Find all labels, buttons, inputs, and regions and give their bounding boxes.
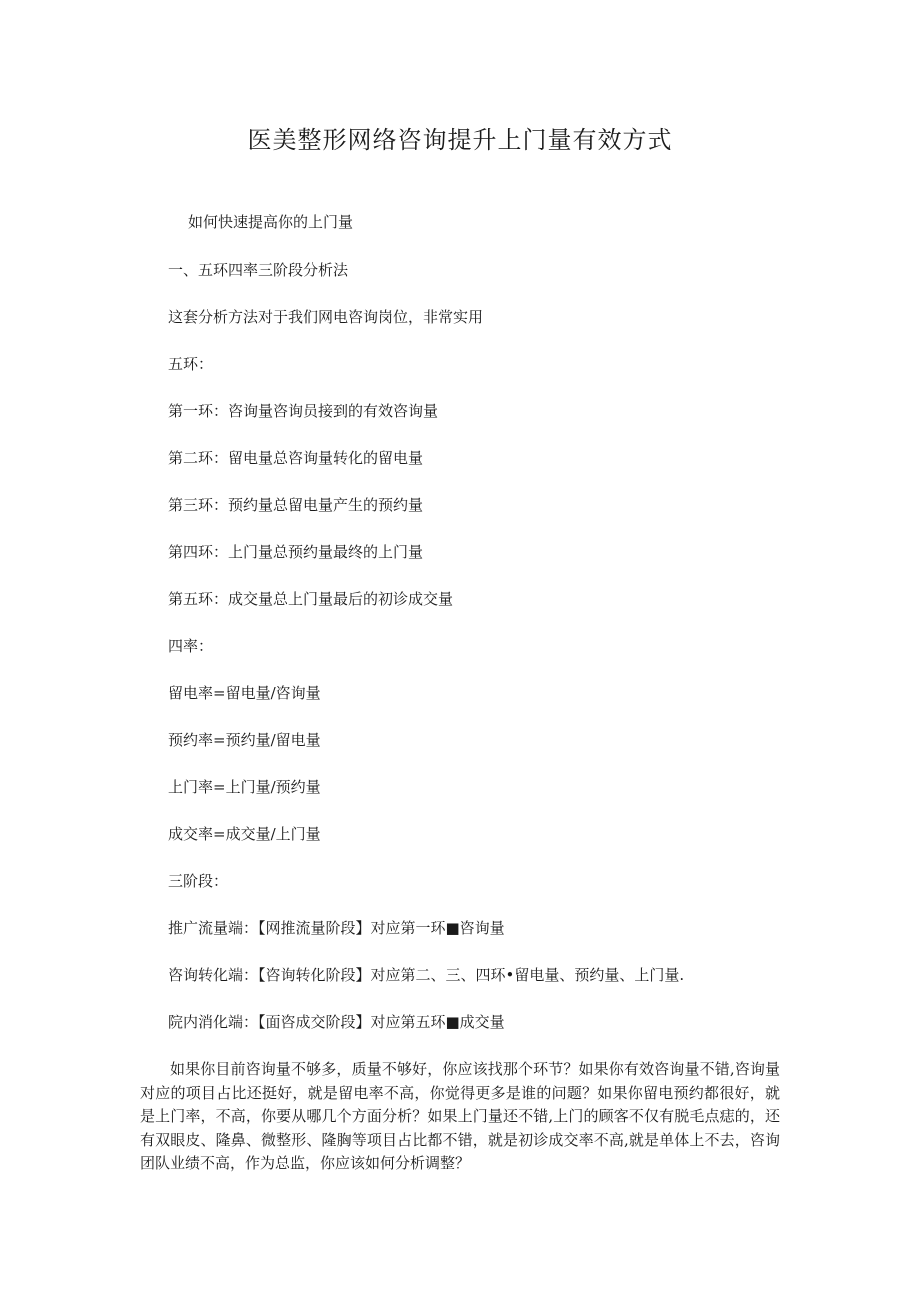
closing-paragraph: 如果你目前咨询量不够多，质量不够好，你应该找那个环节？如果你有效咨询量不错,咨询量对应的项目占比还挺好，就是留电率不高，你觉得更多是谁的问题？如果你留电预约都很好，就是上门率，不高，你要从哪几个方面分析？如果上门量还不错,上门的顾客不仅有脱毛点痣的，还有双眼皮、隆鼻、微整形、隆胸等项目占比都不错，就是初诊成交率不高,就是单体上不去，咨询团队业绩不高，作为总监，你应该如何分析调整？ [140, 1060, 780, 1172]
three-stages-heading: 三阶段： [168, 872, 229, 890]
three-stages-item: 咨询转化端：【咨询转化阶段】对应第二、三、四环•留电量、预约量、上门量. [168, 966, 685, 984]
three-stages-item: 院内消化端：【面咨成交阶段】对应第五环■成交量 [168, 1013, 505, 1031]
five-rings-item: 第二环：留电量总咨询量转化的留电量 [168, 449, 424, 467]
four-rates-heading: 四率： [168, 637, 214, 655]
four-rates-item: 成交率=成交量/上门量 [168, 825, 321, 843]
section-heading: 一、五环四率三阶段分析法 [168, 261, 349, 279]
three-stages-item: 推广流量端：【网推流量阶段】对应第一环■咨询量 [168, 919, 505, 937]
five-rings-item: 第三环：预约量总留电量产生的预约量 [168, 496, 424, 514]
document-subtitle: 如何快速提高你的上门量 [188, 213, 354, 231]
five-rings-heading: 五环： [168, 355, 214, 373]
document-title: 医美整形网络咨询提升上门量有效方式 [247, 126, 673, 154]
five-rings-item: 第四环：上门量总预约量最终的上门量 [168, 543, 424, 561]
five-rings-item: 第五环：成交量总上门量最后的初诊成交量 [168, 590, 454, 608]
four-rates-item: 预约率=预约量/留电量 [168, 731, 321, 749]
five-rings-item: 第一环：咨询量咨询员接到的有效咨询量 [168, 402, 439, 420]
four-rates-item: 留电率=留电量/咨询量 [168, 684, 321, 702]
intro-text: 这套分析方法对于我们网电咨询岗位，非常实用 [168, 308, 484, 326]
four-rates-item: 上门率=上门量/预约量 [168, 778, 321, 796]
